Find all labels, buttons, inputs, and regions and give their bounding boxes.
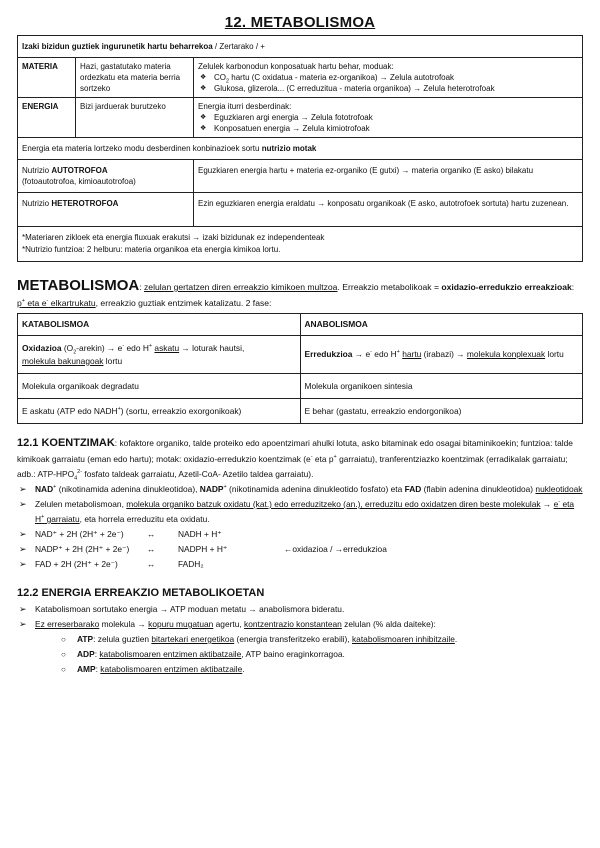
metabolism-definition: METABOLISMOA: zelulan gertatzen diren erreakzio kimikoen multzoa. Erreakzio metabolikoak = oxidazio-erredukzio erreakzioak: p+ eta e- elkartrukatu, erreakzio guztiak entzimek katalizatu. 2 fase: <box>17 277 575 308</box>
nutrition-types-row: Energia eta materia lortzeko modu desberdinen konbinazioek sortu nutrizio motak <box>18 138 583 160</box>
heterotrofoa-row <box>18 193 583 227</box>
materia-row <box>18 58 583 98</box>
list-item: ➢ Zelulen metabolismoan, molekula organiko batzuk oxidatu (kat.) edo erreduzitzeko (an.), erreduzitu edo oxidatzen diren beste molekulak → e- eta H+ garraiatu, eta horrela erreduzitu eta oxidatu. <box>17 497 583 527</box>
materia-label: MATERIA <box>18 58 76 98</box>
list-item: ➢ Katabolismoan sortutako energia → ATP moduan metatu → anabolismora bideratu. <box>17 602 583 617</box>
list-item: ❖ Eguzkiaren argi energia → Zelula fototrofoak <box>208 112 578 123</box>
nutrition-table <box>17 35 583 262</box>
notes-row <box>18 227 583 262</box>
energia-desc: Bizi jarduerak burutzeko <box>76 98 194 138</box>
autotrofoa-label: Nutrizio AUTOTROFOA (fotoautotrofoa, kimioautotrofoa) <box>18 160 194 193</box>
autotrofoa-desc: Eguzkiaren energia hartu + materia ez-organiko (E gutxi) → materia organiko (E asko) bilakatu <box>194 160 583 193</box>
katabolismoa-header: KATABOLISMOA <box>18 314 301 336</box>
erredukzioa-cell: Erredukzioa → e- edo H+ hartu (irabazi) → molekula konplexuak lortu <box>300 336 583 374</box>
note-2: *Nutrizio funtzioa: 2 helburu: materia organikoa eta energia kimikoa lortu. <box>22 245 281 254</box>
energia-section <box>17 584 583 677</box>
energia-detail: Energia iturri desberdinak: ❖ Eguzkiaren argi energia → Zelula fototrofoak ❖ Konposatuen energia → Zelula kimiotrofoak <box>194 98 583 138</box>
list-item: ○ ADP: katabolismoaren entzimen aktibatzaile, ATP baino eraginkorragoa. <box>17 647 583 662</box>
note-1: *Materiaren zikloek eta energia fluxuak erakutsi → izaki bizidunak ez independenteak <box>22 233 325 242</box>
table-cell: Molekula organikoak degradatu <box>18 374 301 399</box>
heterotrofoa-label: Nutrizio HETEROTROFOA <box>18 193 194 227</box>
energia-row <box>18 98 583 138</box>
equation-row: ➢ NADP⁺ + 2H (2H⁺ + 2e⁻) ↔ NADPH + H⁺ ←oxidazioa / →erredukzioa <box>17 542 583 557</box>
heterotrofoa-desc: Ezin eguzkiaren energia eraldatu → konposatu organikoak (E asko, autotrofoek sortuta) hartu zuzenean. <box>194 193 583 227</box>
metabolism-table <box>17 313 583 424</box>
list-item: ❖ Glukosa, glizerola... (C erreduzitua - materia organikoa) → Zelula heterotrofoak <box>208 83 578 94</box>
koentzimak-section <box>17 434 583 572</box>
list-item: ➢ Ez erreserbarako molekula → kopuru mugatuan agertu, kontzentrazio konstantean zelulan (% alda daiteke): <box>17 617 583 632</box>
list-item: ➢ NAD+ (nikotinamida adenina dinukleotidoa), NADP+ (nikotinamida adenina dinukleotido fosfato) eta FAD (flabin adenina dinukleotidoa) nukleotidoak <box>17 482 583 497</box>
equation-row: ➢ FAD + 2H (2H⁺ + 2e⁻) ↔ FADH₂ <box>17 557 583 572</box>
table-cell: Molekula organikoen sintesia <box>300 374 583 399</box>
page-title: 12. METABOLISMOA <box>224 14 376 31</box>
list-item: ○ ATP: zelula guztien bitartekari energetikoa (energia transferitzeko erabili), katabolismoaren inhibitzaile. <box>17 632 583 647</box>
list-item: ❖ Konposatuen energia → Zelula kimiotrofoak <box>208 123 578 134</box>
materia-detail: Zelulek karbonodun konposatuak hartu behar, moduak: ❖ $CO_2$ hartu (C oxidatua - materia ez-organikoa) → Zelula autotrofoak ❖ Glukosa, glizerola... (C erreduzitua - materia organikoa) → Zelula heterotrofoak <box>194 58 583 98</box>
koentzimak-intro: 12.1 KOENTZIMAK: kofaktore organiko, talde proteiko edo apoentzimari ahulki lotuta, asko bitaminak edo osagai bitaminikoekin; funtzioa: talde kimikoak garraiatu (eman edo hartu); motak: oxidazio-erredukzio koentzimak (e- eta p+ garraiatu), tranferentziazko koentzimak (erradikalak garraiatu; adb.: ATP-$HPO_4^{2-}$ fosfato taldeak garraiatu, Azetil-CoA- Azetilo taldea garraiatu). <box>17 437 573 482</box>
materia-desc: Hazi, gastatutako materia ordezkatu eta materia berria sortzeko <box>76 58 194 98</box>
autotrofoa-row <box>18 160 583 193</box>
energia-label: ENERGIA <box>18 98 76 138</box>
list-item: ❖ $CO_2$ hartu (C oxidatua - materia ez-organikoa) → Zelula autotrofoak <box>208 72 578 83</box>
table-cell: E behar (gastatu, erreakzio endorgonikoa) <box>300 399 583 424</box>
anabolismoa-header: ANABOLISMOA <box>300 314 583 336</box>
equation-row: ➢ NAD⁺ + 2H (2H⁺ + 2e⁻) ↔ NADH + H⁺ <box>17 527 583 542</box>
energia-heading: 12.2 ENERGIA ERREAKZIO METABOLIKOETAN <box>17 587 265 599</box>
oxidazioa-cell: Oxidazioa $(O_2-arekin) \to e^-$ edo H+ askatu → loturak hautsi, molekula bakunagoak lortu <box>18 336 301 374</box>
list-item: ○ AMP: katabolismoaren entzimen aktibatzaile. <box>17 662 583 677</box>
table-cell: E askatu (ATP edo NADH+) (sortu, erreakzio exorgonikoak) <box>18 399 301 424</box>
table-header-row: Izaki bizidun guztiek ingurunetik hartu beharrekoa / Zertarako / + <box>18 36 583 58</box>
